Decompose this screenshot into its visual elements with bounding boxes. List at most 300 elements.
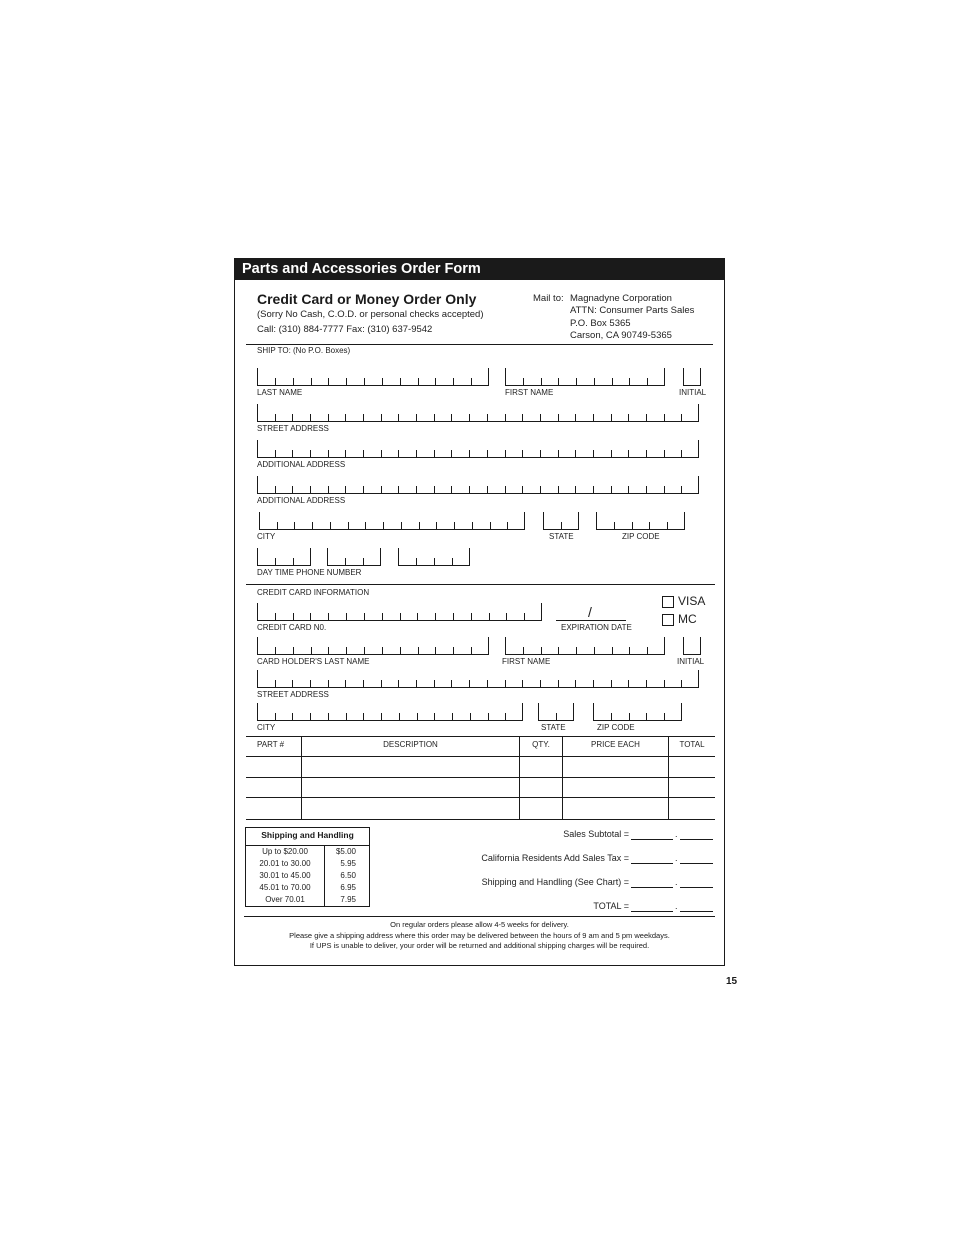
box-tick: [381, 486, 382, 493]
payment-note: (Sorry No Cash, C.O.D. or personal checks accepted): [257, 309, 484, 320]
box-tick: [257, 603, 258, 620]
box-tick: [558, 680, 559, 687]
box-tick: [593, 450, 594, 457]
items-table-row-3: [246, 819, 715, 820]
box-tick: [363, 558, 364, 565]
box-tick: [573, 703, 574, 720]
box-tick: [348, 522, 349, 529]
box-tick: [523, 647, 524, 654]
box-tick: [611, 450, 612, 457]
box-tick: [275, 647, 276, 654]
box-tick: [522, 450, 523, 457]
box-tick: [593, 414, 594, 421]
box-tick: [612, 378, 613, 385]
box-tick: [524, 613, 525, 620]
box-tick: [698, 440, 699, 457]
total-label: TOTAL =: [593, 901, 629, 911]
subtotal-dot: .: [675, 829, 678, 839]
holder-city-boxes[interactable]: [257, 704, 523, 721]
shipping-table-title: Shipping and Handling: [261, 830, 354, 840]
box-tick: [293, 647, 294, 654]
header-divider: [246, 344, 713, 345]
box-tick: [327, 548, 328, 565]
box-tick: [310, 548, 311, 565]
expiration-label: EXPIRATION DATE: [561, 623, 632, 632]
box-tick: [364, 613, 365, 620]
holder-last-name-label: CARD HOLDER'S LAST NAME: [257, 657, 370, 666]
ship-city-boxes[interactable]: [259, 513, 525, 530]
box-tick: [257, 404, 258, 421]
box-tick: [434, 450, 435, 457]
box-tick: [593, 680, 594, 687]
box-tick: [277, 522, 278, 529]
box-tick: [681, 486, 682, 493]
tax-cents-line[interactable]: [680, 863, 713, 864]
box-tick: [522, 680, 523, 687]
shipping-dollars-line[interactable]: [631, 887, 673, 888]
box-tick: [293, 558, 294, 565]
col-header-total: TOTAL: [679, 740, 705, 749]
box-tick: [345, 558, 346, 565]
box-tick: [471, 378, 472, 385]
box-tick: [628, 414, 629, 421]
box-tick: [664, 680, 665, 687]
box-tick: [575, 450, 576, 457]
total-dollars-line[interactable]: [631, 911, 673, 912]
mail-line-1: Magnadyne Corporation: [570, 293, 672, 304]
shipping-dot: .: [675, 877, 678, 887]
box-tick: [363, 713, 364, 720]
subtotal-dollars-line[interactable]: [631, 839, 673, 840]
shipping-cost-1: $5.00: [335, 847, 356, 856]
items-table-row-1: [246, 777, 715, 778]
box-tick: [487, 680, 488, 687]
tax-dollars-line[interactable]: [631, 863, 673, 864]
box-tick: [646, 414, 647, 421]
box-tick: [522, 486, 523, 493]
box-tick: [416, 558, 417, 565]
box-tick: [452, 713, 453, 720]
total-dot: .: [675, 901, 678, 911]
box-tick: [614, 522, 615, 529]
col-header-description: DESCRIPTION: [383, 740, 438, 749]
box-tick: [575, 414, 576, 421]
box-tick: [576, 647, 577, 654]
box-tick: [453, 647, 454, 654]
box-tick: [275, 486, 276, 493]
box-tick: [487, 486, 488, 493]
box-tick: [628, 486, 629, 493]
box-tick: [698, 476, 699, 493]
tax-label: California Residents Add Sales Tax =: [481, 853, 629, 863]
box-tick: [505, 450, 506, 457]
box-tick: [400, 613, 401, 620]
box-tick: [524, 512, 525, 529]
box-tick: [346, 647, 347, 654]
box-tick: [664, 450, 665, 457]
box-tick: [646, 680, 647, 687]
box-tick: [628, 450, 629, 457]
holder-state-label: STATE: [541, 723, 566, 732]
box-tick: [522, 703, 523, 720]
box-tick: [292, 680, 293, 687]
shipping-cents-line[interactable]: [680, 887, 713, 888]
box-tick: [345, 450, 346, 457]
mail-line-4: Carson, CA 90749-5365: [570, 330, 672, 341]
box-tick: [311, 647, 312, 654]
box-tick: [558, 450, 559, 457]
box-tick: [363, 414, 364, 421]
total-cents-line[interactable]: [680, 911, 713, 912]
subtotal-label: Sales Subtotal =: [563, 829, 629, 839]
holder-street-boxes[interactable]: [257, 671, 699, 688]
box-tick: [646, 713, 647, 720]
box-tick: [649, 522, 650, 529]
box-tick: [398, 548, 399, 565]
box-tick: [383, 522, 384, 529]
box-tick: [664, 486, 665, 493]
ship-last-name-boxes[interactable]: [257, 369, 489, 386]
holder-first-name-label: FIRST NAME: [502, 657, 551, 666]
shipping-cost-2: 5.95: [340, 859, 356, 868]
box-tick: [664, 637, 665, 654]
box-tick: [363, 680, 364, 687]
holder-zip-boxes[interactable]: [593, 704, 682, 721]
holder-street-label: STREET ADDRESS: [257, 690, 329, 699]
box-tick: [328, 450, 329, 457]
box-tick: [416, 450, 417, 457]
box-tick: [470, 713, 471, 720]
box-tick: [293, 613, 294, 620]
box-tick: [540, 414, 541, 421]
mail-line-3: P.O. Box 5365: [570, 318, 631, 329]
box-tick: [398, 680, 399, 687]
box-tick: [275, 713, 276, 720]
box-tick: [381, 680, 382, 687]
mc-checkbox[interactable]: [662, 614, 674, 626]
page-number: 15: [726, 976, 738, 987]
box-tick: [593, 486, 594, 493]
box-tick: [382, 647, 383, 654]
box-tick: [505, 680, 506, 687]
box-tick: [629, 378, 630, 385]
col-header-qty: QTY.: [532, 740, 550, 749]
box-tick: [310, 680, 311, 687]
box-tick: [418, 378, 419, 385]
box-tick: [611, 414, 612, 421]
box-tick: [310, 486, 311, 493]
box-tick: [646, 450, 647, 457]
box-tick: [596, 512, 597, 529]
box-tick: [275, 680, 276, 687]
phone-line-boxes[interactable]: [398, 549, 470, 566]
box-tick: [400, 647, 401, 654]
box-tick: [454, 522, 455, 529]
box-tick: [681, 450, 682, 457]
box-tick: [434, 713, 435, 720]
box-tick: [647, 647, 648, 654]
box-tick: [453, 378, 454, 385]
box-tick: [684, 512, 685, 529]
shipping-range-2: 20.01 to 30.00: [259, 859, 311, 868]
shipping-cost-3: 6.50: [340, 871, 356, 880]
box-tick: [328, 680, 329, 687]
expiration-line[interactable]: [556, 620, 626, 621]
shipping-cost-4: 6.95: [340, 883, 356, 892]
box-tick: [541, 378, 542, 385]
col-header-part: PART #: [257, 740, 285, 749]
box-tick: [328, 414, 329, 421]
box-tick: [310, 613, 311, 620]
box-tick: [328, 486, 329, 493]
box-tick: [451, 486, 452, 493]
box-tick: [664, 713, 665, 720]
box-tick: [451, 414, 452, 421]
box-tick: [683, 368, 684, 385]
box-tick: [311, 378, 312, 385]
box-tick: [328, 647, 329, 654]
box-tick: [328, 613, 329, 620]
phone-area-boxes[interactable]: [257, 549, 311, 566]
box-tick: [381, 450, 382, 457]
box-tick: [417, 613, 418, 620]
subtotal-cents-line[interactable]: [680, 839, 713, 840]
order-form: [234, 258, 725, 966]
box-tick: [434, 680, 435, 687]
box-tick: [488, 637, 489, 654]
ship-city-label: CITY: [257, 532, 276, 541]
box-tick: [558, 486, 559, 493]
box-tick: [275, 450, 276, 457]
credit-card-number-label: CREDIT CARD N0.: [257, 623, 327, 632]
ship-state-label: STATE: [549, 532, 574, 541]
ship-additional-2-boxes[interactable]: [257, 477, 699, 494]
box-tick: [488, 368, 489, 385]
box-tick: [398, 486, 399, 493]
box-tick: [293, 378, 294, 385]
ship-initial-box[interactable]: [683, 369, 701, 386]
holder-state-boxes[interactable]: [538, 704, 574, 721]
tax-dot: .: [675, 853, 678, 863]
contact-numbers: Call: (310) 884-7777 Fax: (310) 637-9542: [257, 324, 433, 335]
box-tick: [417, 713, 418, 720]
shipping-range-4: 45.01 to 70.00: [259, 883, 311, 892]
box-tick: [667, 522, 668, 529]
box-tick: [292, 486, 293, 493]
shipping-total-label: Shipping and Handling (See Chart) =: [481, 877, 629, 887]
box-tick: [330, 522, 331, 529]
box-tick: [434, 558, 435, 565]
box-tick: [419, 522, 420, 529]
box-tick: [257, 670, 258, 687]
box-tick: [593, 703, 594, 720]
box-tick: [490, 522, 491, 529]
box-tick: [398, 450, 399, 457]
box-tick: [365, 522, 366, 529]
box-tick: [576, 378, 577, 385]
box-tick: [257, 703, 258, 720]
box-tick: [363, 450, 364, 457]
box-tick: [505, 713, 506, 720]
holder-initial-box[interactable]: [683, 638, 701, 655]
holder-last-name-boxes[interactable]: [257, 638, 489, 655]
box-tick: [469, 680, 470, 687]
phone-prefix-boxes[interactable]: [327, 549, 381, 566]
box-tick: [540, 486, 541, 493]
box-tick: [594, 378, 595, 385]
box-tick: [487, 450, 488, 457]
ship-first-name-label: FIRST NAME: [505, 388, 554, 397]
box-tick: [558, 647, 559, 654]
box-tick: [401, 522, 402, 529]
box-tick: [452, 558, 453, 565]
box-tick: [259, 512, 260, 529]
box-tick: [382, 613, 383, 620]
box-tick: [257, 637, 258, 654]
box-tick: [453, 613, 454, 620]
box-tick: [488, 713, 489, 720]
box-tick: [328, 713, 329, 720]
box-tick: [681, 703, 682, 720]
box-tick: [541, 603, 542, 620]
payment-heading: Credit Card or Money Order Only: [257, 291, 477, 307]
shipping-cost-5: 7.95: [340, 895, 356, 904]
box-tick: [416, 486, 417, 493]
items-table-header-bottom: [246, 756, 715, 757]
box-tick: [664, 414, 665, 421]
ship-zip-label: ZIP CODE: [622, 532, 660, 541]
holder-first-name-boxes[interactable]: [505, 638, 665, 655]
box-tick: [561, 522, 562, 529]
box-tick: [664, 368, 665, 385]
box-tick: [346, 378, 347, 385]
box-tick: [541, 647, 542, 654]
ship-street-boxes[interactable]: [257, 405, 699, 422]
box-tick: [681, 414, 682, 421]
box-tick: [629, 713, 630, 720]
box-tick: [540, 680, 541, 687]
ship-first-name-boxes[interactable]: [505, 369, 665, 386]
ship-street-label: STREET ADDRESS: [257, 424, 329, 433]
box-tick: [700, 637, 701, 654]
box-tick: [435, 378, 436, 385]
mail-line-2: ATTN: Consumer Parts Sales: [570, 305, 695, 316]
box-tick: [629, 647, 630, 654]
visa-checkbox[interactable]: [662, 596, 674, 608]
box-tick: [435, 647, 436, 654]
box-tick: [310, 713, 311, 720]
box-tick: [398, 414, 399, 421]
footer-line-3: If UPS is unable to deliver, your order will be returned and additional shipping charges will be required.: [309, 941, 650, 950]
ship-additional-1-boxes[interactable]: [257, 441, 699, 458]
box-tick: [363, 486, 364, 493]
box-tick: [505, 486, 506, 493]
box-tick: [611, 713, 612, 720]
box-tick: [522, 414, 523, 421]
box-tick: [632, 522, 633, 529]
box-tick: [540, 450, 541, 457]
box-tick: [345, 486, 346, 493]
box-tick: [487, 414, 488, 421]
box-tick: [471, 613, 472, 620]
shipping-range-1: Up to $20.00: [262, 847, 308, 856]
ship-additional-2-label: ADDITIONAL ADDRESS: [257, 496, 346, 505]
box-tick: [275, 414, 276, 421]
box-tick: [346, 713, 347, 720]
ship-initial-label: INITIAL: [679, 388, 707, 397]
box-tick: [345, 680, 346, 687]
box-tick: [275, 378, 276, 385]
box-tick: [700, 368, 701, 385]
holder-initial-label: INITIAL: [677, 657, 705, 666]
footer-line-2: Please give a shipping address where this order may be delivered between the hours of 9 am and 5 pm weekdays.: [289, 931, 670, 940]
box-tick: [471, 647, 472, 654]
box-tick: [507, 522, 508, 529]
phone-label: DAY TIME PHONE NUMBER: [257, 568, 362, 577]
ship-to-label: SHIP TO: (No P.O. Boxes): [257, 346, 351, 355]
shipping-table-title-divider: [245, 845, 370, 846]
box-tick: [472, 522, 473, 529]
box-tick: [257, 548, 258, 565]
box-tick: [506, 613, 507, 620]
box-tick: [451, 450, 452, 457]
footer-line-1: On regular orders please allow 4-5 weeks for delivery.: [390, 920, 569, 929]
box-tick: [681, 680, 682, 687]
box-tick: [399, 713, 400, 720]
box-tick: [346, 613, 347, 620]
box-tick: [575, 680, 576, 687]
ship-last-name-label: LAST NAME: [257, 388, 303, 397]
box-tick: [543, 512, 544, 529]
shipping-range-5: Over 70.01: [265, 895, 305, 904]
box-tick: [416, 414, 417, 421]
box-tick: [434, 414, 435, 421]
ship-zip-boxes[interactable]: [596, 513, 685, 530]
box-tick: [628, 680, 629, 687]
credit-divider: [246, 584, 715, 585]
box-tick: [646, 486, 647, 493]
box-tick: [611, 680, 612, 687]
footer-divider: [244, 916, 715, 917]
box-tick: [538, 703, 539, 720]
ship-state-boxes[interactable]: [543, 513, 579, 530]
box-tick: [275, 558, 276, 565]
box-tick: [558, 414, 559, 421]
items-table-row-2: [246, 797, 715, 798]
box-tick: [683, 637, 684, 654]
holder-city-label: CITY: [257, 723, 276, 732]
box-tick: [292, 414, 293, 421]
box-tick: [257, 476, 258, 493]
credit-card-number-boxes[interactable]: [257, 604, 542, 621]
credit-info-label: CREDIT CARD INFORMATION: [257, 588, 370, 597]
box-tick: [698, 404, 699, 421]
box-tick: [257, 440, 258, 457]
visa-label: VISA: [678, 594, 706, 608]
box-tick: [435, 613, 436, 620]
box-tick: [469, 486, 470, 493]
box-tick: [310, 450, 311, 457]
box-tick: [381, 713, 382, 720]
box-tick: [382, 378, 383, 385]
mc-label: MC: [678, 612, 697, 626]
box-tick: [292, 713, 293, 720]
box-tick: [418, 647, 419, 654]
box-tick: [578, 512, 579, 529]
ship-additional-1-label: ADDITIONAL ADDRESS: [257, 460, 346, 469]
box-tick: [328, 378, 329, 385]
expiration-slash: /: [588, 604, 592, 620]
